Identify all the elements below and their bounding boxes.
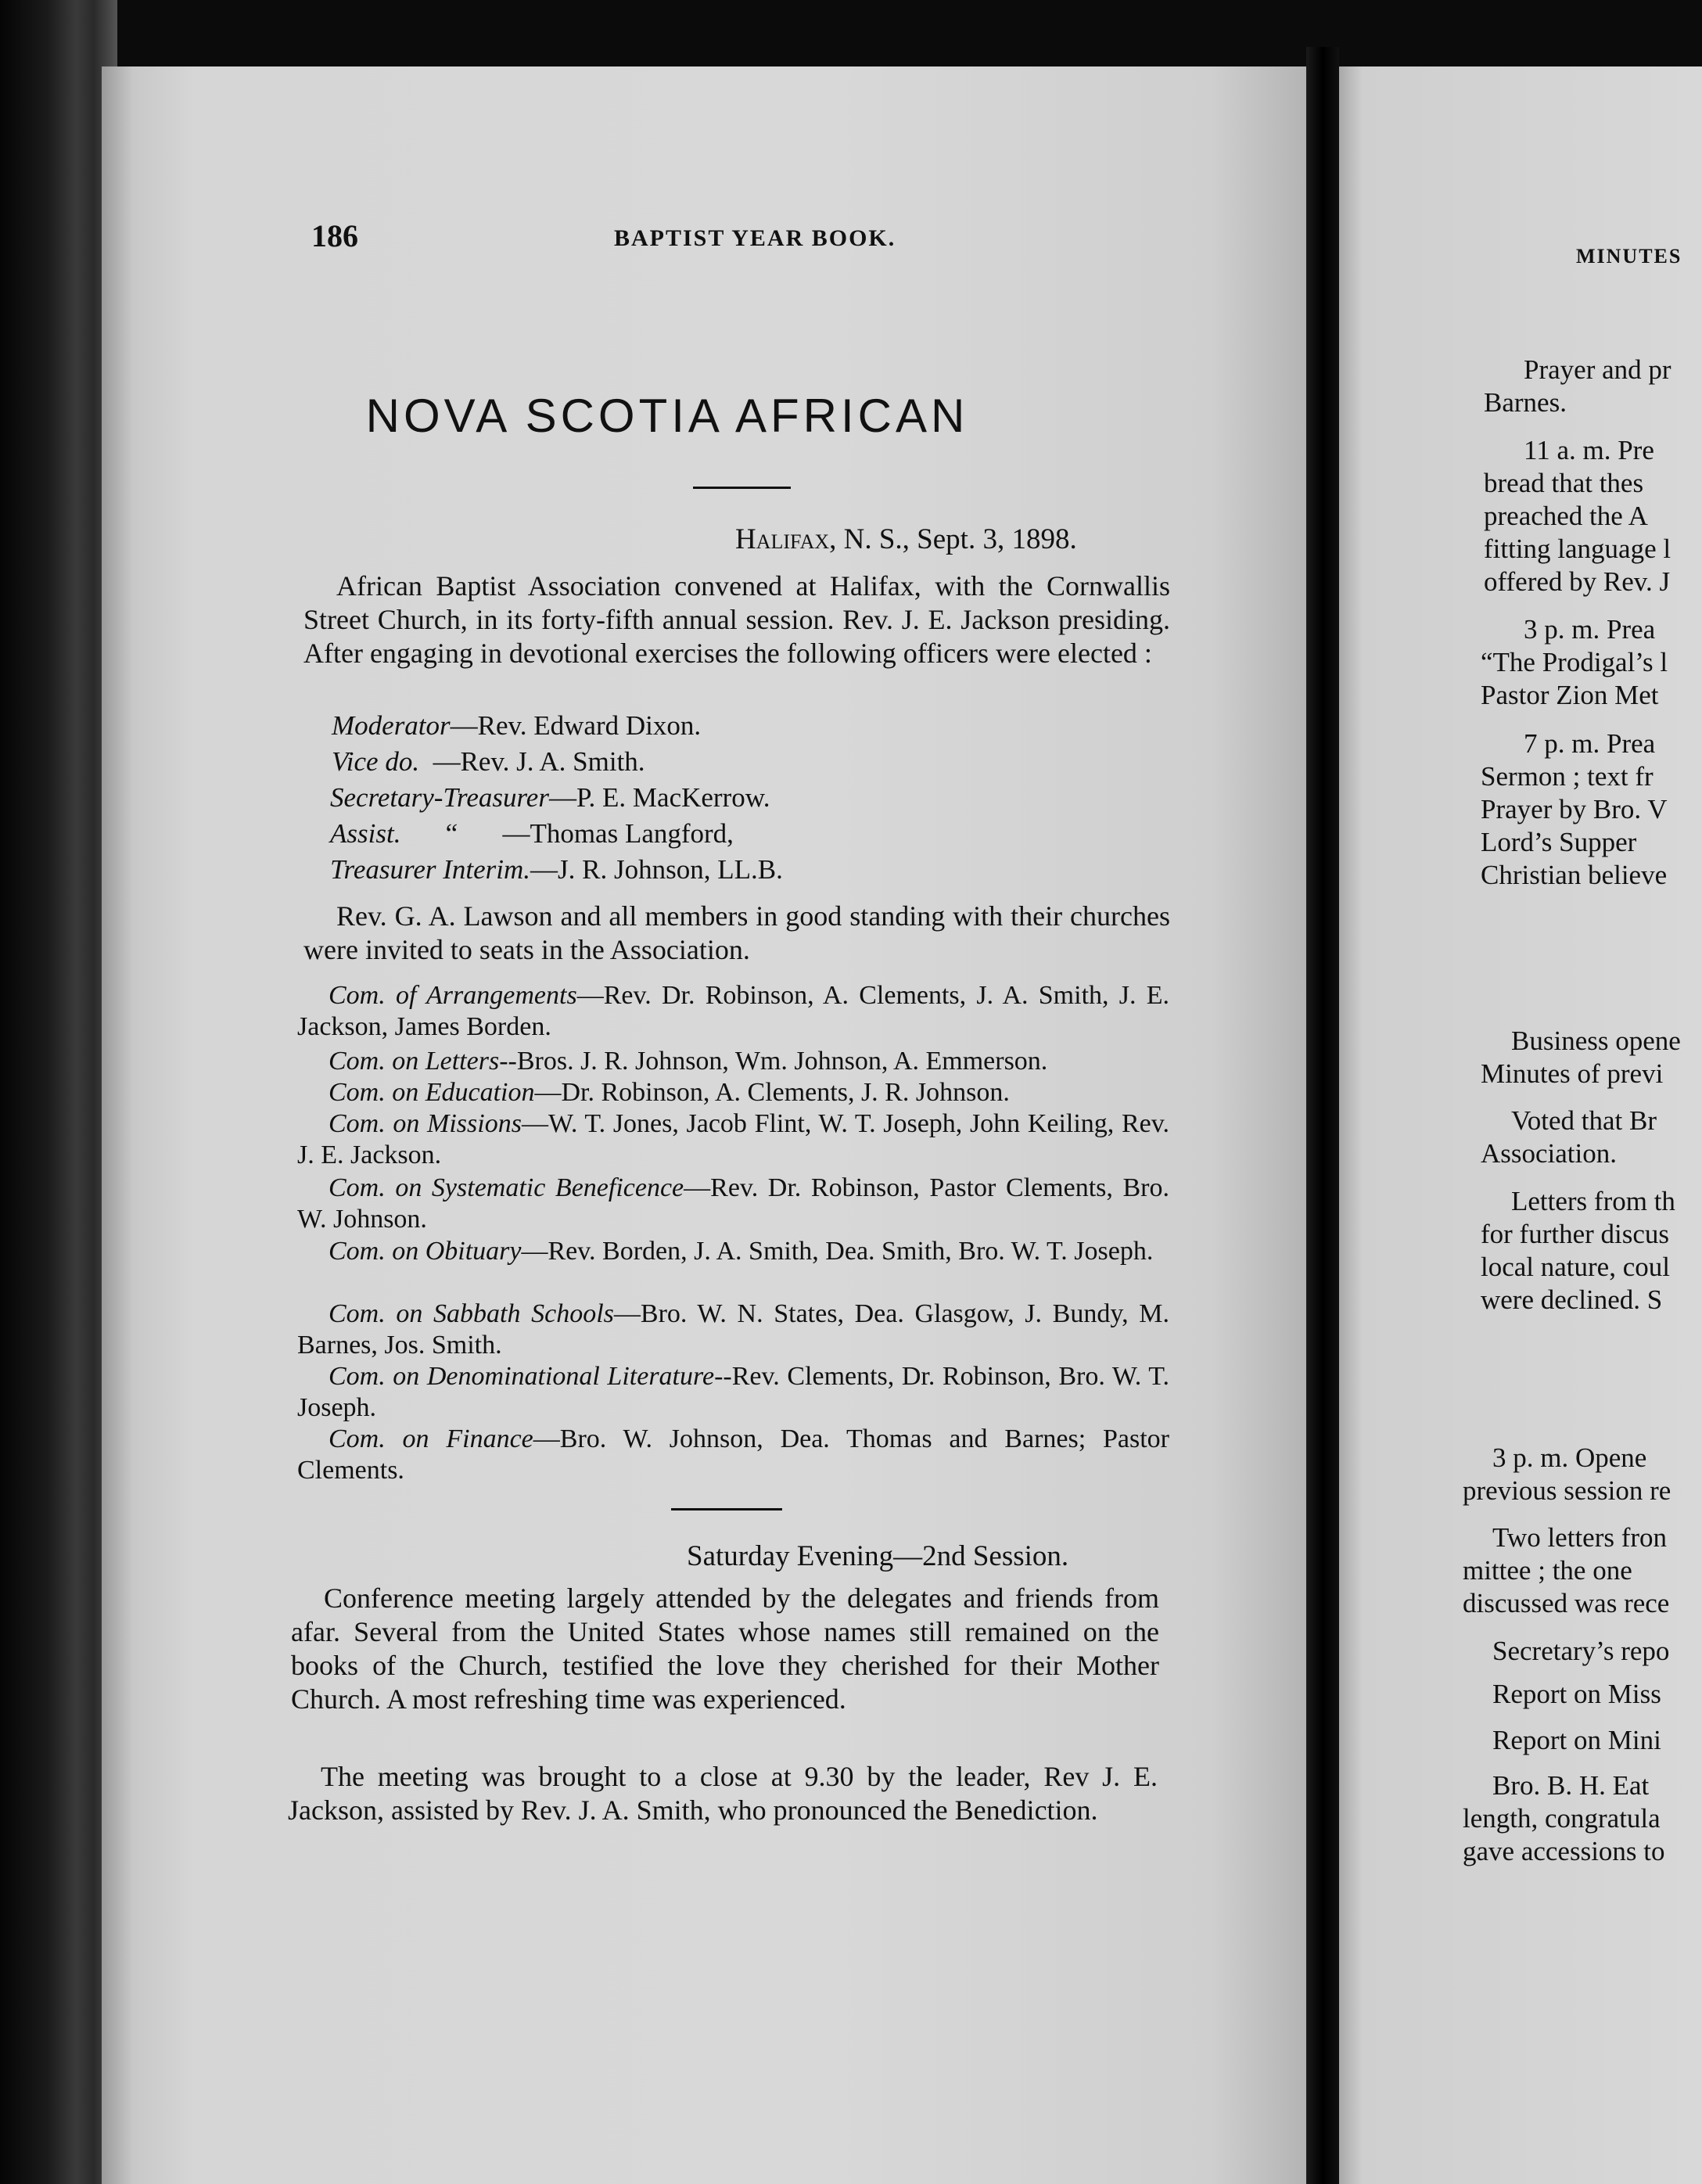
dateline-place: Halifax: [735, 523, 830, 555]
committee-label: Com. of Arrangements: [329, 981, 577, 1010]
committee-label: Com. on Systematic Beneficence: [329, 1173, 684, 1202]
intro-paragraph: African Baptist Association convened at Halifax, with the Cornwallis Street Church, in its forty-fifth annual session. Rev. J. E. Jackson presiding. After engaging in devotional exercises the following officers were elected :: [303, 570, 1170, 669]
committee-entry: [297, 1046, 1169, 1077]
closing-paragraph: The meeting was brought to a close at 9.30 by the leader, Rev J. E. Jackson, assisted by Rev. J. A. Smith, who pronounced the Benediction.: [288, 1761, 1158, 1826]
officer-role: Assist.: [330, 818, 401, 849]
committee-members: —Bro. W. Johnson, Dea. Thomas and Barnes; Pastor Clements.: [297, 1424, 1169, 1485]
committee-members: --Rev. Clements, Dr. Robinson, Bro. W. T. Joseph.: [297, 1362, 1169, 1422]
right-line: Christian believe: [1481, 860, 1668, 890]
committee-entry: [297, 980, 1169, 1043]
committee-members: —Rev. Dr. Robinson, A. Clements, J. A. Smith, J. E. Jackson, James Borden.: [297, 981, 1169, 1041]
right-line: Bro. B. H. Eat: [1492, 1770, 1650, 1801]
committee-members: —W. T. Jones, Jacob Flint, W. T. Joseph, John Keiling, Rev. J. E. Jackson.: [297, 1109, 1170, 1169]
officer-name: —Rev. J. A. Smith.: [433, 746, 645, 777]
committee-members: —Dr. Robinson, A. Clements, J. R. Johnson.: [534, 1078, 1010, 1107]
right-line: Secretary’s repo: [1492, 1636, 1670, 1666]
right-line: Lord’s Supper: [1481, 827, 1637, 857]
conference-paragraph: Conference meeting largely attended by the delegates and friends from afar. Several from the United States whose names still remained on the books of the Church, testified the love they cherished for their Mother Church. A most refreshing time was experienced.: [291, 1582, 1159, 1715]
officer-row: [330, 854, 783, 885]
right-line: Letters from th: [1511, 1186, 1675, 1216]
committee-label: Com. on Denominational Literature: [329, 1362, 715, 1391]
right-line: Report on Miss: [1492, 1679, 1661, 1709]
officer-name: —Thomas Langford,: [502, 818, 734, 849]
officer-row: [330, 818, 734, 850]
committee-entry: [297, 1236, 1169, 1267]
right-line: discussed was rece: [1463, 1588, 1670, 1618]
session-heading: Saturday Evening—2nd Session.: [687, 1540, 1069, 1572]
committee-label: Com. on Sabbath Schools: [329, 1299, 614, 1328]
right-line: bread that thes: [1484, 468, 1644, 498]
right-line: Barnes.: [1484, 387, 1567, 418]
right-line: Two letters fron: [1492, 1522, 1668, 1553]
section-title: NOVA SCOTIA AFRICAN: [365, 390, 969, 442]
dateline-rest: , N. S., Sept. 3, 1898.: [829, 523, 1077, 555]
right-line: length, congratula: [1463, 1803, 1661, 1834]
committee-entry: [297, 1108, 1169, 1171]
committee-label: Com. on Obituary: [329, 1237, 522, 1266]
right-line: 11 a. m. Pre: [1524, 435, 1654, 465]
right-line: Sermon ; text fr: [1481, 761, 1654, 792]
right-line: mittee ; the one: [1463, 1555, 1632, 1586]
section-rule: [671, 1508, 782, 1510]
right-running-head: MINUTES: [1576, 245, 1682, 268]
officer-role: Secretary-Treasurer: [330, 782, 549, 813]
officer-role: Moderator: [332, 710, 451, 741]
committee-members: —Rev. Dr. Robinson, Pastor Clements, Bro. W. Johnson.: [297, 1173, 1169, 1234]
committee-members: —Bro. W. N. States, Dea. Glasgow, J. Bundy, M. Barnes, Jos. Smith.: [297, 1299, 1169, 1360]
officer-name: —Rev. Edward Dixon.: [450, 710, 702, 741]
right-line: Voted that Br: [1511, 1105, 1657, 1136]
committee-label: Com. on Finance: [329, 1424, 533, 1453]
right-line: 3 p. m. Prea: [1524, 614, 1656, 645]
committee-entry: [297, 1173, 1169, 1235]
right-line: fitting language l: [1484, 533, 1671, 564]
officer-name: —J. R. Johnson, LL.B.: [530, 854, 783, 885]
officer-row: [332, 746, 645, 778]
committee-members: —Rev. Borden, J. A. Smith, Dea. Smith, Bro. W. T. Joseph.: [521, 1237, 1154, 1266]
committee-entry: [297, 1424, 1169, 1486]
committee-label: Com. on Education: [329, 1078, 535, 1107]
right-line: for further discus: [1481, 1219, 1670, 1249]
lawson-paragraph: Rev. G. A. Lawson and all members in good standing with their churches were invited to seats in the Association.: [303, 900, 1170, 965]
right-line: 7 p. m. Prea: [1524, 728, 1656, 759]
officer-row: [332, 710, 701, 742]
page-number: 186: [311, 218, 358, 253]
right-line: Prayer by Bro. V: [1481, 794, 1668, 824]
committee-entry: [297, 1361, 1169, 1424]
right-line: Business opene: [1511, 1026, 1681, 1056]
right-line: 3 p. m. Opene: [1492, 1442, 1647, 1473]
right-line: Pastor Zion Met: [1481, 680, 1659, 710]
committee-members: --Bros. J. R. Johnson, Wm. Johnson, A. Emmerson.: [499, 1047, 1048, 1076]
right-line: Minutes of previ: [1481, 1058, 1664, 1089]
running-head: BAPTIST YEAR BOOK.: [614, 225, 896, 251]
committee-entry: [297, 1299, 1169, 1361]
book-spine-edge: [0, 0, 117, 2184]
right-line: Report on Mini: [1492, 1725, 1661, 1755]
dateline: [735, 523, 1077, 556]
right-line: “The Prodigal’s l: [1481, 647, 1668, 677]
officer-name: —P. E. MacKerrow.: [548, 782, 770, 813]
right-line: preached the A: [1484, 501, 1648, 531]
right-line: previous session re: [1463, 1475, 1671, 1506]
committee-entry: [297, 1077, 1169, 1108]
right-line: Association.: [1481, 1138, 1618, 1169]
officer-role: Vice do.: [332, 746, 420, 777]
ditto-mark: “: [445, 818, 458, 849]
committee-label: Com. on Missions: [329, 1109, 522, 1138]
officer-row: [330, 782, 770, 814]
right-line: Prayer and pr: [1524, 354, 1671, 385]
right-line: gave accessions to: [1463, 1836, 1665, 1866]
right-line: local nature, coul: [1481, 1252, 1670, 1282]
right-line: offered by Rev. J: [1484, 566, 1671, 597]
officer-role: Treasurer Interim.: [330, 854, 531, 885]
book-gutter: [1306, 47, 1339, 2184]
right-line: were declined. S: [1481, 1284, 1663, 1315]
title-rule: [693, 487, 791, 489]
committee-label: Com. on Letters: [329, 1047, 500, 1076]
